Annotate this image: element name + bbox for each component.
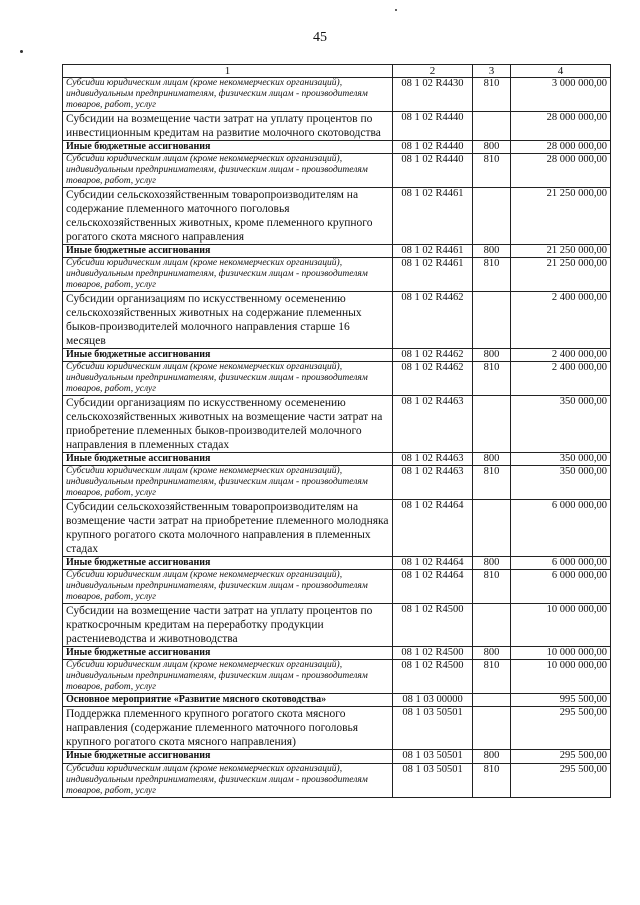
row-code: 08 1 02 R4500 xyxy=(393,604,473,647)
row-expense-type: 810 xyxy=(473,570,511,604)
row-name: Иные бюджетные ассигнования xyxy=(63,453,393,466)
row-code: 08 1 02 R4430 xyxy=(393,78,473,112)
row-expense-type: 800 xyxy=(473,750,511,763)
row-name: Субсидии юридическим лицам (кроме некоммерческих организаций), индивидуальным предпринимателям, физическим лицам - производителям товаров, работ, услуг xyxy=(63,763,393,797)
column-number-1: 1 xyxy=(63,65,393,78)
row-amount: 28 000 000,00 xyxy=(511,141,611,154)
row-name: Субсидии юридическим лицам (кроме некоммерческих организаций), индивидуальным предпринимателям, физическим лицам - производителям товаров, работ, услуг xyxy=(63,362,393,396)
table-row xyxy=(63,604,611,647)
scan-speck xyxy=(20,50,23,53)
row-code: 08 1 02 R4440 xyxy=(393,112,473,141)
row-code: 08 1 02 R4461 xyxy=(393,188,473,245)
table-row xyxy=(63,112,611,141)
row-amount: 295 500,00 xyxy=(511,763,611,797)
row-code: 08 1 02 R4464 xyxy=(393,570,473,604)
row-amount: 6 000 000,00 xyxy=(511,557,611,570)
column-number-3: 3 xyxy=(473,65,511,78)
row-name: Субсидии на возмещение части затрат на уплату процентов по инвестиционным кредитам на развитие молочного скотоводства xyxy=(63,112,393,141)
row-code: 08 1 03 50501 xyxy=(393,750,473,763)
row-expense-type xyxy=(473,396,511,453)
row-name: Субсидии юридическим лицам (кроме некоммерческих организаций), индивидуальным предпринимателям, физическим лицам - производителям товаров, работ, услуг xyxy=(63,78,393,112)
row-amount: 3 000 000,00 xyxy=(511,78,611,112)
row-code: 08 1 02 R4463 xyxy=(393,466,473,500)
table-row xyxy=(63,349,611,362)
row-name: Иные бюджетные ассигнования xyxy=(63,245,393,258)
table-body xyxy=(63,78,611,798)
table-row xyxy=(63,647,611,660)
table-row xyxy=(63,557,611,570)
row-expense-type: 800 xyxy=(473,245,511,258)
row-amount: 10 000 000,00 xyxy=(511,604,611,647)
row-code: 08 1 02 R4500 xyxy=(393,660,473,694)
table-row xyxy=(63,570,611,604)
row-expense-type xyxy=(473,112,511,141)
row-name: Иные бюджетные ассигнования xyxy=(63,349,393,362)
table-row xyxy=(63,694,611,707)
row-name: Иные бюджетные ассигнования xyxy=(63,647,393,660)
column-number-4: 4 xyxy=(511,65,611,78)
row-code: 08 1 02 R4464 xyxy=(393,557,473,570)
table-row xyxy=(63,78,611,112)
row-code: 08 1 02 R4462 xyxy=(393,362,473,396)
row-expense-type: 810 xyxy=(473,258,511,292)
row-name: Иные бюджетные ассигнования xyxy=(63,557,393,570)
table-row xyxy=(63,707,611,750)
row-amount: 350 000,00 xyxy=(511,466,611,500)
row-code: 08 1 02 R4440 xyxy=(393,154,473,188)
row-amount: 350 000,00 xyxy=(511,453,611,466)
row-expense-type: 800 xyxy=(473,557,511,570)
page-number: 45 xyxy=(313,30,327,45)
table-row xyxy=(63,188,611,245)
row-expense-type: 810 xyxy=(473,466,511,500)
row-name: Субсидии организациям по искусственному осеменению сельскохозяйственных животных на возмещение части затрат на приобретение племенных быков-производителей молочного направления в племенных стадах xyxy=(63,396,393,453)
row-amount: 21 250 000,00 xyxy=(511,245,611,258)
row-name: Основное мероприятие «Развитие мясного скотоводства» xyxy=(63,694,393,707)
row-code: 08 1 02 R4463 xyxy=(393,396,473,453)
row-name: Субсидии юридическим лицам (кроме некоммерческих организаций), индивидуальным предпринимателям, физическим лицам - производителям товаров, работ, услуг xyxy=(63,258,393,292)
row-amount: 21 250 000,00 xyxy=(511,188,611,245)
row-code: 08 1 02 R4462 xyxy=(393,349,473,362)
row-amount: 28 000 000,00 xyxy=(511,154,611,188)
row-name: Субсидии на возмещение части затрат на уплату процентов по краткосрочным кредитам на переработку продукции растениеводства и животноводства xyxy=(63,604,393,647)
row-code: 08 1 02 R4462 xyxy=(393,292,473,349)
row-amount: 350 000,00 xyxy=(511,396,611,453)
table-row xyxy=(63,763,611,797)
row-amount: 10 000 000,00 xyxy=(511,660,611,694)
table-row xyxy=(63,750,611,763)
column-number-row xyxy=(63,65,611,78)
row-code: 08 1 02 R4461 xyxy=(393,258,473,292)
row-name: Субсидии сельскохозяйственным товаропроизводителям на возмещение части затрат на приобретение племенного молодняка крупного рогатого скота молочного направления в племенных стадах xyxy=(63,500,393,557)
row-amount: 21 250 000,00 xyxy=(511,258,611,292)
table-row xyxy=(63,245,611,258)
row-name: Субсидии юридическим лицам (кроме некоммерческих организаций), индивидуальным предпринимателям, физическим лицам - производителям товаров, работ, услуг xyxy=(63,660,393,694)
row-amount: 995 500,00 xyxy=(511,694,611,707)
row-name: Поддержка племенного крупного рогатого скота мясного направления (содержание племенного маточного поголовья крупного рогатого скота мясного направления) xyxy=(63,707,393,750)
scan-speck xyxy=(395,9,397,11)
row-expense-type xyxy=(473,500,511,557)
row-code: 08 1 03 00000 xyxy=(393,694,473,707)
row-name: Субсидии организациям по искусственному осеменению сельскохозяйственных животных на содержание племенных быков-производителей молочного направления старше 16 месяцев xyxy=(63,292,393,349)
row-code: 08 1 02 R4440 xyxy=(393,141,473,154)
budget-table xyxy=(62,64,611,798)
table-row xyxy=(63,500,611,557)
row-expense-type xyxy=(473,188,511,245)
column-number-2: 2 xyxy=(393,65,473,78)
row-amount: 2 400 000,00 xyxy=(511,349,611,362)
table-row xyxy=(63,292,611,349)
row-name: Субсидии юридическим лицам (кроме некоммерческих организаций), индивидуальным предпринимателям, физическим лицам - производителям товаров, работ, услуг xyxy=(63,570,393,604)
row-expense-type xyxy=(473,694,511,707)
row-code: 08 1 02 R4463 xyxy=(393,453,473,466)
row-amount: 295 500,00 xyxy=(511,750,611,763)
row-expense-type: 810 xyxy=(473,154,511,188)
row-name: Иные бюджетные ассигнования xyxy=(63,750,393,763)
row-expense-type: 810 xyxy=(473,78,511,112)
row-expense-type: 800 xyxy=(473,453,511,466)
row-name: Субсидии сельскохозяйственным товаропроизводителям на содержание племенного маточного поголовья сельскохозяйственных животных, кроме племенного крупного рогатого скота мясного направления xyxy=(63,188,393,245)
row-amount: 28 000 000,00 xyxy=(511,112,611,141)
row-expense-type: 810 xyxy=(473,763,511,797)
row-amount: 6 000 000,00 xyxy=(511,500,611,557)
table-row xyxy=(63,258,611,292)
table-row xyxy=(63,660,611,694)
table-row xyxy=(63,396,611,453)
row-amount: 2 400 000,00 xyxy=(511,292,611,349)
row-code: 08 1 02 R4461 xyxy=(393,245,473,258)
row-name: Субсидии юридическим лицам (кроме некоммерческих организаций), индивидуальным предпринимателям, физическим лицам - производителям товаров, работ, услуг xyxy=(63,466,393,500)
row-expense-type xyxy=(473,292,511,349)
row-code: 08 1 02 R4500 xyxy=(393,647,473,660)
row-amount: 2 400 000,00 xyxy=(511,362,611,396)
row-expense-type: 810 xyxy=(473,362,511,396)
table-row xyxy=(63,141,611,154)
row-code: 08 1 02 R4464 xyxy=(393,500,473,557)
table-row xyxy=(63,362,611,396)
row-name: Иные бюджетные ассигнования xyxy=(63,141,393,154)
row-expense-type: 800 xyxy=(473,141,511,154)
table-row xyxy=(63,154,611,188)
row-code: 08 1 03 50501 xyxy=(393,707,473,750)
table-row xyxy=(63,466,611,500)
row-expense-type xyxy=(473,707,511,750)
table-row xyxy=(63,453,611,466)
row-expense-type xyxy=(473,604,511,647)
row-expense-type: 800 xyxy=(473,349,511,362)
row-expense-type: 800 xyxy=(473,647,511,660)
row-expense-type: 810 xyxy=(473,660,511,694)
row-name: Субсидии юридическим лицам (кроме некоммерческих организаций), индивидуальным предпринимателям, физическим лицам - производителям товаров, работ, услуг xyxy=(63,154,393,188)
row-code: 08 1 03 50501 xyxy=(393,763,473,797)
row-amount: 295 500,00 xyxy=(511,707,611,750)
row-amount: 10 000 000,00 xyxy=(511,647,611,660)
row-amount: 6 000 000,00 xyxy=(511,570,611,604)
